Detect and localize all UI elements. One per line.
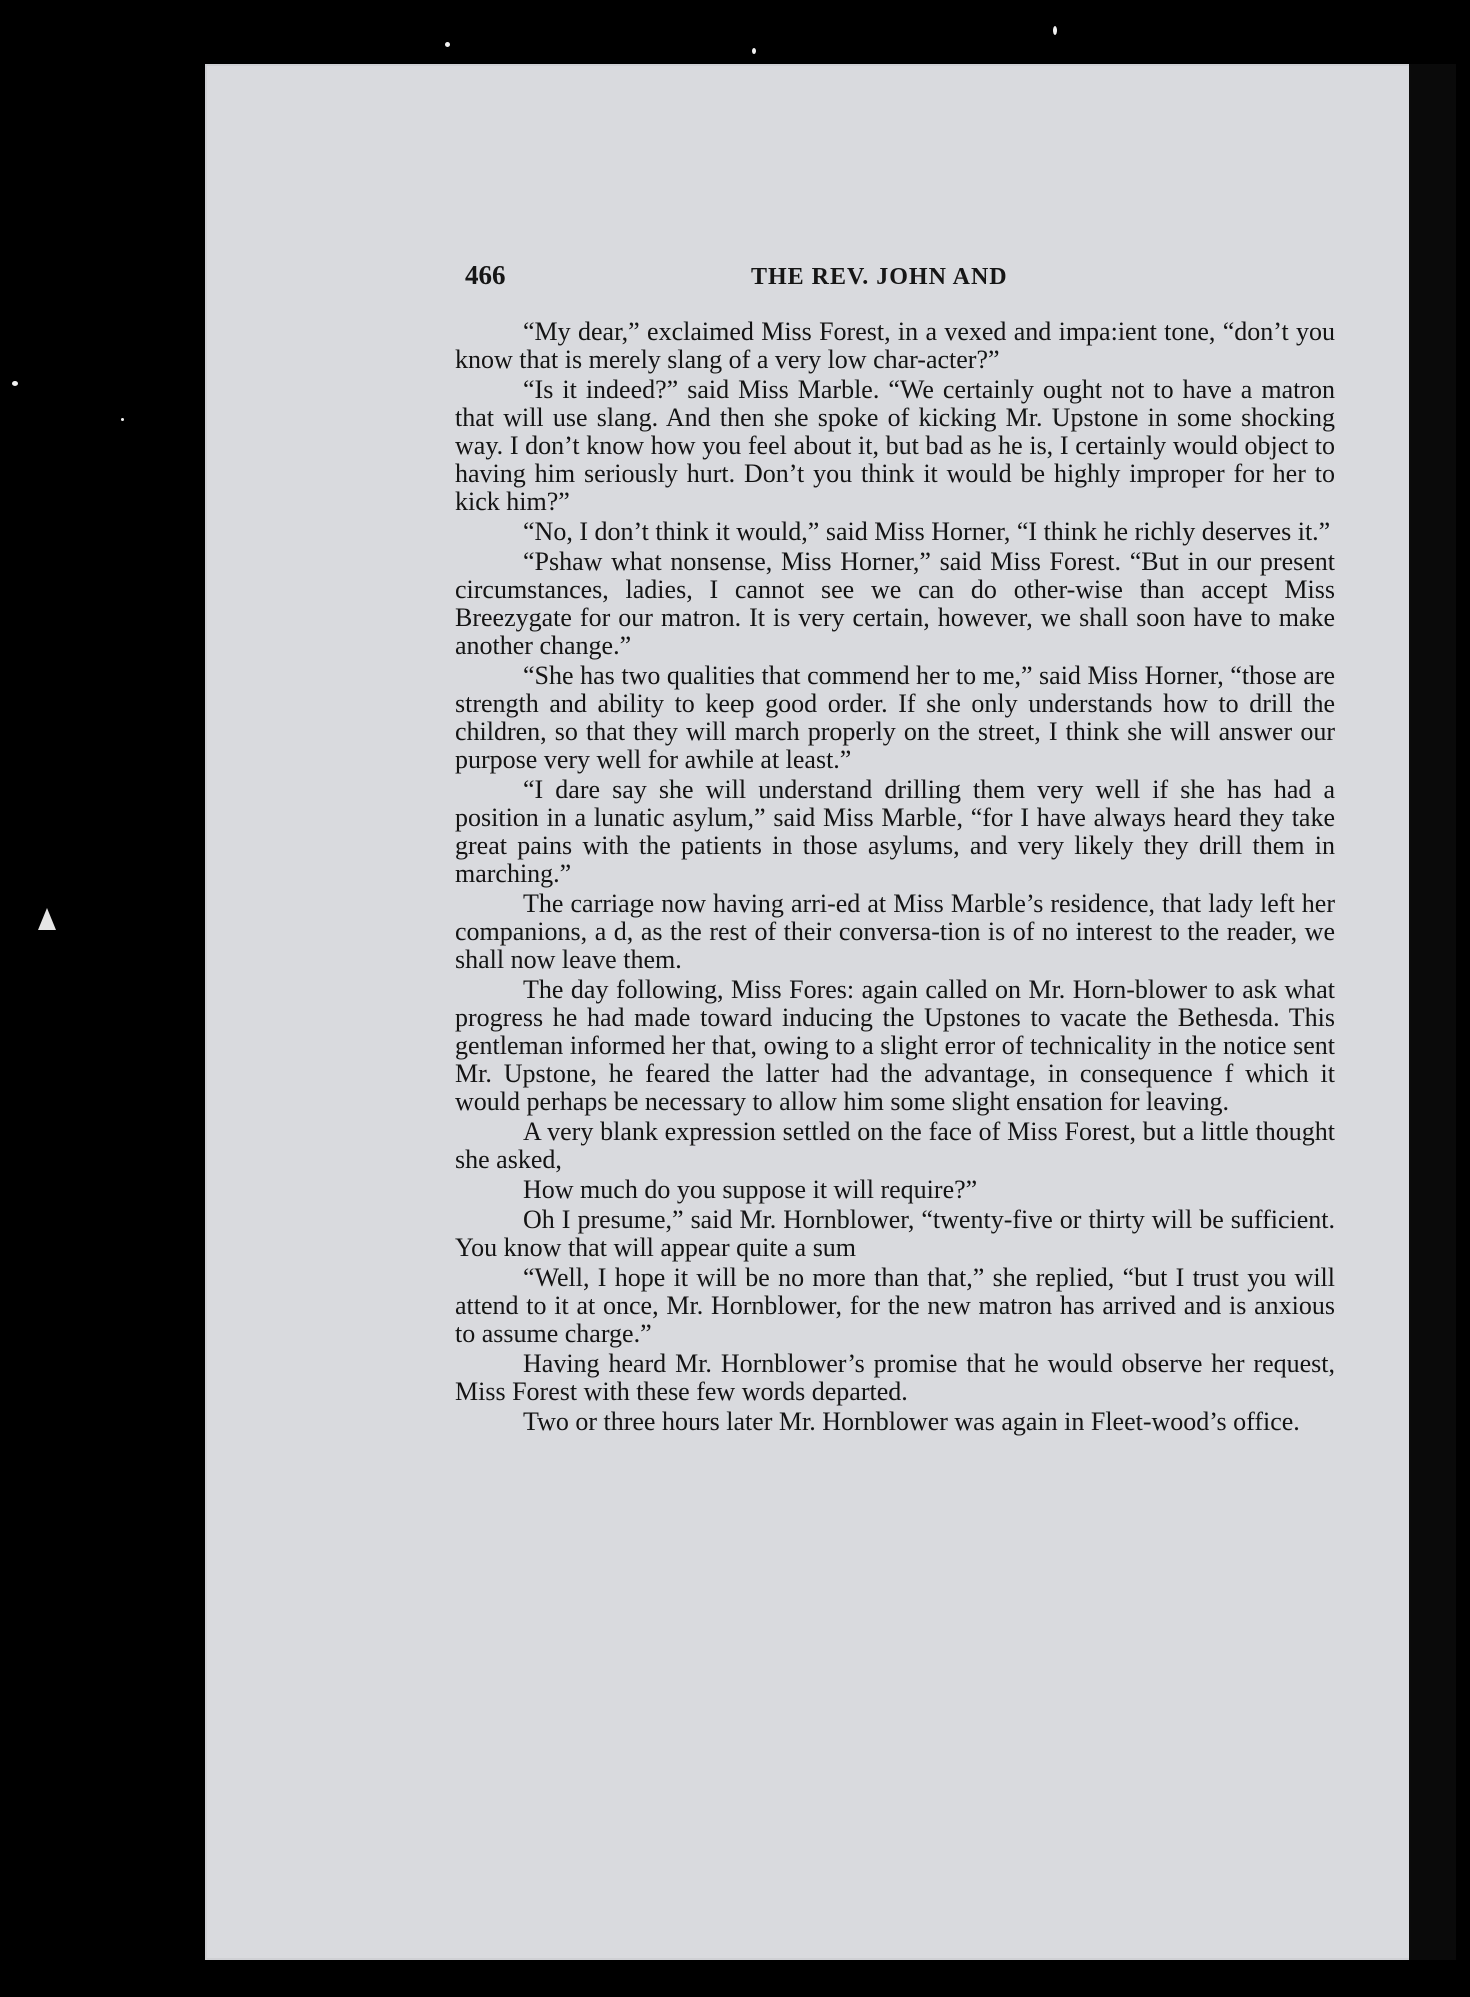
paragraph: Oh I presume,” said Mr. Hornblower, “twenty-five or thirty will be sufficient. You know that will appear quite a sum [455, 1205, 1335, 1262]
film-speck [12, 381, 18, 386]
text-body [455, 318, 1335, 1438]
running-head [465, 260, 1345, 300]
paragraph: “Is it indeed?” said Miss Marble. “We certainly ought not to have a matron that will use slang. And then she spoke of kicking Mr. Upstone in some shocking way. I don’t know how you feel about it, but bad as he is, I certainly would object to having him seriously hurt. Don’t you think it would be highly improper for her to kick him?” [455, 375, 1335, 516]
film-mark [38, 908, 56, 930]
paragraph: “Pshaw what nonsense, Miss Horner,” said Miss Forest. “But in our present circumstances, ladies, I cannot see we can do other-wise than accept Miss Breezygate for our matron. It is very certain, however, we shall soon have to make another change.” [455, 547, 1335, 660]
film-speck [1053, 26, 1057, 35]
film-speck [445, 42, 450, 47]
film-speck [121, 418, 124, 421]
paragraph: Two or three hours later Mr. Hornblower was again in Fleet-wood’s office. [523, 1407, 1300, 1436]
paragraph: “No, I don’t think it would,” said Miss Horner, “I think he richly deserves it.” [523, 517, 1331, 546]
paragraph: “I dare say she will understand drilling them very well if she has had a position in a lunatic asylum,” said Miss Marble, “for I have always heard they take great pains with the patients in those asylums, and very likely they drill them in marching.” [455, 775, 1335, 888]
page-header-title: THE REV. JOHN AND [751, 264, 1008, 290]
paragraph: Having heard Mr. Hornblower’s promise that he would observe her request, Miss Forest with these few words departed. [455, 1349, 1335, 1406]
film-speck [752, 48, 756, 54]
paragraph: The carriage now having arri-ed at Miss Marble’s residence, that lady left her companions, a d, as the rest of their conversa-tion is of no interest to the reader, we shall now leave them. [455, 889, 1335, 974]
paragraph: The day following, Miss Fores: again called on Mr. Horn-blower to ask what progress he had made toward inducing the Upstones to vacate the Bethesda. This gentleman informed her that, owing to a slight error of technicality in the notice sent Mr. Upstone, he feared the latter had the advantage, in consequence f which it would perhaps be necessary to allow him some slight ensation for leaving. [455, 975, 1335, 1116]
paragraph: “She has two qualities that commend her to me,” said Miss Horner, “those are strength and ability to keep good order. If she only understands how to drill the children, so that they will march properly on the street, I think she will answer our purpose very well for awhile at least.” [455, 661, 1335, 774]
next-page-edge [1411, 64, 1456, 1960]
page-number: 466 [465, 260, 506, 290]
paragraph: “My dear,” exclaimed Miss Forest, in a vexed and impa:ient tone, “don’t you know that is merely slang of a very low char-acter?” [455, 317, 1335, 374]
paragraph: “Well, I hope it will be no more than that,” she replied, “but I trust you will attend to it at once, Mr. Hornblower, for the new matron has arrived and is anxious to assume charge.” [455, 1263, 1335, 1348]
paragraph: How much do you suppose it will require?” [523, 1175, 978, 1204]
paragraph: A very blank expression settled on the face of Miss Forest, but a little thought she asked, [455, 1117, 1335, 1174]
